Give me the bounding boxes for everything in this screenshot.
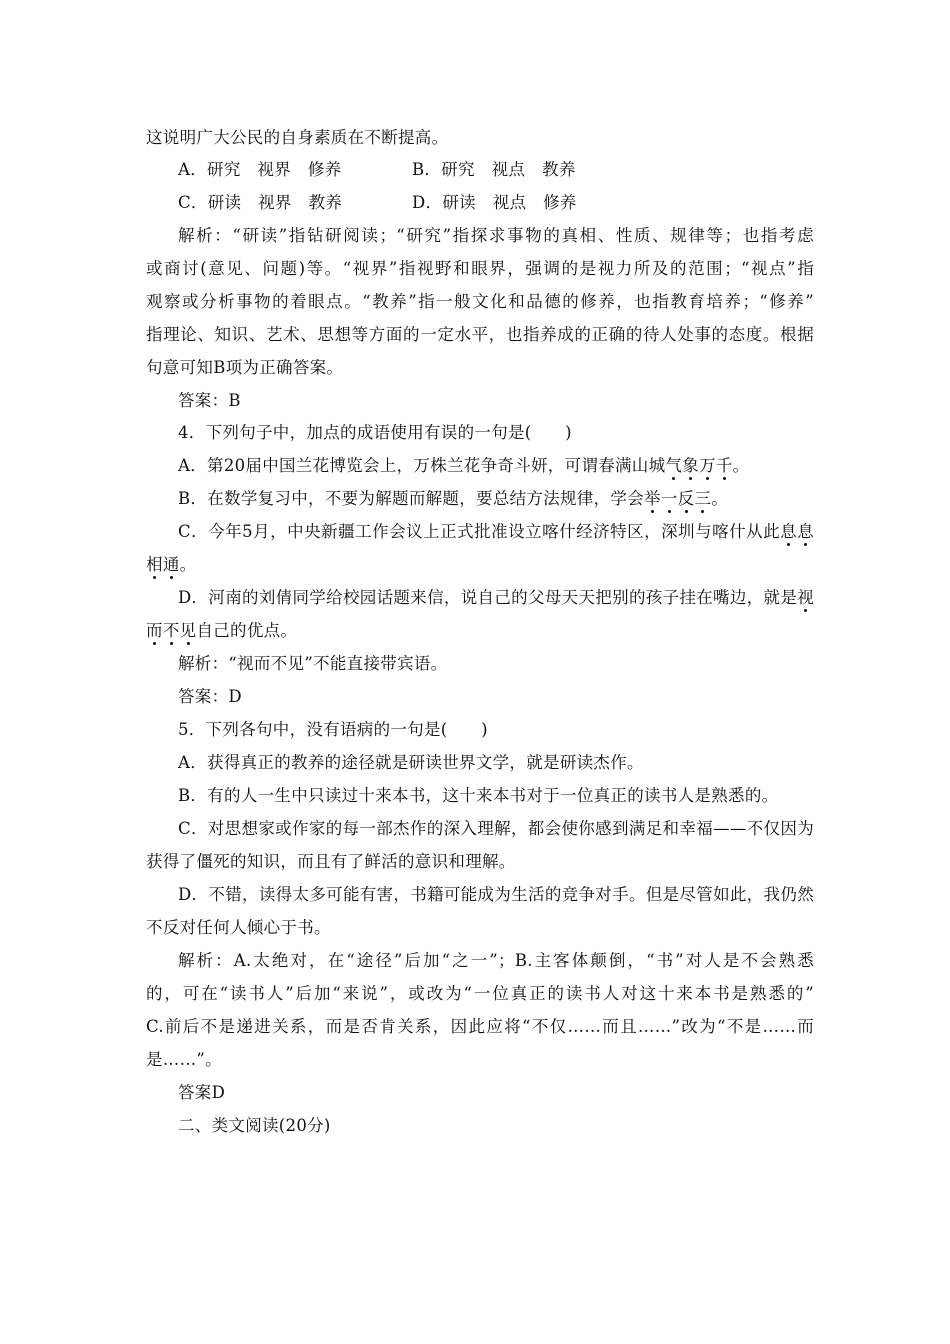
option-row: [178, 191, 814, 215]
question-5: 5．下列各句中，没有语病的一句是( ): [178, 720, 488, 739]
option-b: B．研究 视点 教养: [412, 160, 576, 179]
answer-line: 答案：D: [178, 687, 242, 706]
option-b: [178, 487, 814, 511]
option-d: [178, 586, 814, 610]
option-d-cont: [146, 619, 814, 643]
section-heading: 二、类文阅读(20分): [178, 1116, 331, 1135]
emphasis-char: 息: [780, 522, 798, 541]
dotted-idiom: [644, 489, 711, 508]
emphasis-char: 通: [162, 555, 180, 574]
analysis-line: 的，可在“读书人”后加“来说”，或改为“一位真正的读书人对这十来本书是熟悉的”: [146, 984, 814, 1003]
analysis-line: 观察或分析事物的着眼点。“教养”指一般文化和品德的修养，也指教育培养；“修养”: [146, 292, 814, 311]
emphasis-char: 万: [699, 456, 716, 475]
emphasis-char: 不: [162, 621, 180, 640]
analysis-line: 或商讨(意见、问题)等。“视界”指视野和眼界，强调的是视力所及的范围；“视点”指: [146, 259, 814, 278]
dotted-idiom: [665, 456, 732, 475]
dotted-idiom: [146, 621, 196, 640]
emphasis-char: 见: [179, 621, 197, 640]
dotted-idiom: [780, 522, 814, 541]
emphasis-char: 视: [797, 588, 814, 607]
analysis-line: 解析：“研读”指钻研阅读；“研究”指探求事物的真相、性质、规律等；也指考虑: [178, 226, 814, 245]
emphasis-char: 而: [146, 621, 163, 640]
analysis-line: 解析：A.太绝对，在“途径”后加“之一”；B.主客体颠倒，“书”对人是不会熟悉: [178, 951, 814, 970]
option-c: [178, 520, 814, 544]
emphasis-char: 象: [682, 456, 700, 475]
emphasis-char: 千: [715, 456, 733, 475]
analysis-line: 句意可知B项为正确答案。: [146, 358, 344, 377]
emphasis-char: 反: [677, 489, 695, 508]
question-4: 4．下列句子中，加点的成语使用有误的一句是( ): [178, 423, 572, 442]
option-text: C．今年5月，中央新疆工作会议上正式批准设立喀什经济特区，深圳与喀什从此: [178, 522, 781, 541]
emphasis-char: 气: [665, 456, 683, 475]
option-d: D．研读 视点 修养: [412, 193, 577, 212]
option-a: A．研究 视界 修养: [178, 160, 342, 179]
option-row: [178, 158, 814, 182]
option-text: 自己的优点。: [196, 621, 298, 640]
analysis-line: 解析：“视而不见”不能直接带宾语。: [178, 654, 448, 673]
emphasis-char: 一: [660, 489, 678, 508]
option-text: D．河南的刘倩同学给校园话题来信，说自己的父母天天把别的孩子挂在嘴边，就是: [178, 588, 798, 607]
option-c-cont: 获得了僵死的知识，而且有了鲜活的意识和理解。: [146, 852, 516, 871]
emphasis-char: 相: [146, 555, 163, 574]
option-text: 。: [732, 456, 750, 475]
analysis-line: 是……”。: [146, 1050, 222, 1069]
option-text: A．第20届中国兰花博览会上，万株兰花争奇斗妍，可谓春满山城: [178, 456, 666, 475]
option-text: 。: [711, 489, 729, 508]
dotted-idiom: [146, 555, 180, 574]
option-d: D．不错，读得太多可能有害，书籍可能成为生活的竞争对手。但是尽管如此，我仍然: [178, 885, 814, 904]
answer-line: 答案：B: [178, 391, 241, 410]
emphasis-char: 息: [797, 522, 814, 541]
option-text: B．在数学复习中，不要为解题而解题，要总结方法规律，学会: [178, 489, 645, 508]
option-text: 。: [179, 555, 197, 574]
analysis-line: 指理论、知识、艺术、思想等方面的一定水平，也指养成的正确的待人处事的态度。根据: [146, 325, 814, 344]
option-c: C．研读 视界 教养: [178, 193, 343, 212]
option-c: C．对思想家或作家的每一部杰作的深入理解，都会使你感到满足和幸福——不仅因为: [178, 819, 814, 838]
answer-line: 答案D: [178, 1083, 226, 1102]
dotted-idiom: [797, 588, 814, 607]
emphasis-char: 举: [644, 489, 661, 508]
option-d-cont: 不反对任何人倾心于书。: [146, 918, 331, 937]
analysis-line: C.前后不是递进关系，而是否肯关系，因此应将“不仅……而且……”改为“不是……而: [146, 1017, 814, 1036]
emphasis-char: 三: [694, 489, 712, 508]
option-b: B．有的人一生中只读过十来本书，这十来本书对于一位真正的读书人是熟悉的。: [178, 786, 779, 805]
text-line: 这说明广大公民的自身素质在不断提高。: [146, 128, 449, 147]
option-c-cont: [146, 553, 814, 577]
option-a: [178, 454, 814, 478]
option-a: A．获得真正的教养的途径就是研读世界文学，就是研读杰作。: [178, 753, 644, 772]
